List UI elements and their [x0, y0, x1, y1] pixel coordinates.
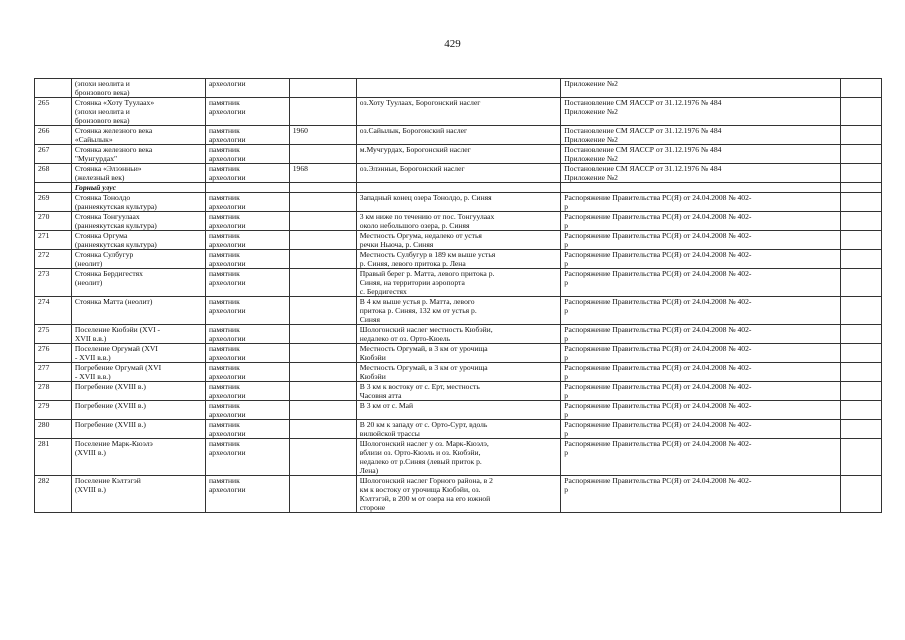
monument-name: Стоянка железного века "Мунгурдах" [71, 145, 205, 164]
table-body-after [35, 193, 882, 513]
legal-document: Распоряжение Правительства РС(Я) от 24.04.2008 № 402- р [561, 363, 840, 382]
year [289, 79, 356, 98]
monument-name: Поселение Оргумай (XVI - XVII в.в.) [71, 344, 205, 363]
monument-name: Поселение Марк-Кюэлэ (XVIII в.) [71, 439, 205, 476]
row-number: 280 [35, 420, 72, 439]
monument-type: памятник археологии [205, 297, 289, 325]
location: Шологонский наслег местность Кюбэйи, недалеко от оз. Орто-Кюель [356, 325, 560, 344]
year [289, 344, 356, 363]
monument-name: Стоянка Тонгуулаах (раннеякутская культура) [71, 212, 205, 231]
empty-cell [840, 126, 881, 145]
location: оз.Хоту Туулаах, Борогонский наслег [356, 98, 560, 126]
row-number: 276 [35, 344, 72, 363]
year [289, 193, 356, 212]
monument-name: Стоянка Сулбугур (неолит) [71, 250, 205, 269]
section-num-cell [35, 183, 72, 193]
legal-document: Распоряжение Правительства РС(Я) от 24.04.2008 № 402- р [561, 401, 840, 420]
monument-type: памятник археологии [205, 193, 289, 212]
empty-cell [840, 382, 881, 401]
monument-type: памятник археологии [205, 145, 289, 164]
legal-document: Постановление СМ ЯАССР от 31.12.1976 № 484 Приложение №2 [561, 164, 840, 183]
empty-cell [840, 401, 881, 420]
monument-type: памятник археологии [205, 420, 289, 439]
location: 3 км ниже по течению от пос. Тонгуулаах около небольшого озера, р. Синяя [356, 212, 560, 231]
monument-name: Стоянка Тонолдо (раннеякутская культура) [71, 193, 205, 212]
row-number: 268 [35, 164, 72, 183]
legal-document: Приложение №2 [561, 79, 840, 98]
monument-type: памятник археологии [205, 325, 289, 344]
legal-document: Постановление СМ ЯАССР от 31.12.1976 № 484 Приложение №2 [561, 126, 840, 145]
table-row [35, 297, 882, 325]
location: Западный конец озера Тонолдо, р. Синяя [356, 193, 560, 212]
year [289, 420, 356, 439]
monuments-table [34, 78, 882, 513]
year [289, 476, 356, 513]
location: В 3 км от с. Май [356, 401, 560, 420]
row-number: 278 [35, 382, 72, 401]
row-number: 275 [35, 325, 72, 344]
table-row [35, 401, 882, 420]
empty-cell [840, 250, 881, 269]
monument-type: памятник археологии [205, 250, 289, 269]
row-number: 281 [35, 439, 72, 476]
location: В 3 км к востоку от с. Ерт, местность Часовня атта [356, 382, 560, 401]
empty-cell [840, 98, 881, 126]
year [289, 401, 356, 420]
table-row [35, 250, 882, 269]
empty-cell [840, 145, 881, 164]
location: Местность Оргума, недалеко от устья речки Ньюча, р. Синяя [356, 231, 560, 250]
empty-cell [840, 344, 881, 363]
row-number [35, 79, 72, 98]
page-number: 429 [444, 38, 461, 50]
year [289, 325, 356, 344]
monument-type: памятник археологии [205, 344, 289, 363]
row-number: 277 [35, 363, 72, 382]
legal-document: Распоряжение Правительства РС(Я) от 24.04.2008 № 402- р [561, 344, 840, 363]
legal-document: Распоряжение Правительства РС(Я) от 24.04.2008 № 402- р [561, 382, 840, 401]
year [289, 98, 356, 126]
location: оз.Элэнньи, Борогонский наслег [356, 164, 560, 183]
monument-type: памятник археологии [205, 164, 289, 183]
monument-name: (эпохи неолита и бронзового века) [71, 79, 205, 98]
monument-type: памятник археологии [205, 98, 289, 126]
row-number: 273 [35, 269, 72, 297]
year [289, 363, 356, 382]
location: В 4 км выше устья р. Матта, левого притока р. Синяя, 132 км от устья р. Синяя [356, 297, 560, 325]
legal-document: Распоряжение Правительства РС(Я) от 24.04.2008 № 402- р [561, 325, 840, 344]
location: В 20 км к западу от с. Орто-Сурт, вдоль вилюйской трассы [356, 420, 560, 439]
legal-document: Распоряжение Правительства РС(Я) от 24.04.2008 № 402- р [561, 231, 840, 250]
table-body-before [35, 79, 882, 183]
year: 1960 [289, 126, 356, 145]
legal-document: Распоряжение Правительства РС(Я) от 24.04.2008 № 402- р [561, 193, 840, 212]
row-number: 265 [35, 98, 72, 126]
monument-type: памятник археологии [205, 269, 289, 297]
table-row [35, 269, 882, 297]
empty-cell [840, 363, 881, 382]
table-row [35, 164, 882, 183]
location: Местность Оргумай, в 3 км от урочища Кюбэйи [356, 363, 560, 382]
monument-name: Погребение Оргумай (XVI - XVII в.в.) [71, 363, 205, 382]
location: Шологонский наслег Горного района, в 2 км к востоку от урочища Кюбэйи, оз. Кэлтэгэй, в 200 м от озера на его южной стороне [356, 476, 560, 513]
location: Шологонский наслег у оз. Марк-Кюэлэ, вблизи оз. Орто-Кюэль и оз. Кюбэйи, недалеко от р.Синяя (левый приток р. Лена) [356, 439, 560, 476]
empty-cell [840, 476, 881, 513]
location: Местность Сулбугур в 189 км выше устья р. Синяя, левого притока р. Лена [356, 250, 560, 269]
legal-document: Постановление СМ ЯАССР от 31.12.1976 № 484 Приложение №2 [561, 145, 840, 164]
row-number: 279 [35, 401, 72, 420]
year [289, 382, 356, 401]
table-row [35, 126, 882, 145]
monument-name: Погребение (XVIII в.) [71, 420, 205, 439]
monument-type: памятник археологии [205, 476, 289, 513]
monument-name: Стоянка железного века «Сайылык» [71, 126, 205, 145]
monument-name: Погребение (XVIII в.) [71, 382, 205, 401]
row-number: 267 [35, 145, 72, 164]
legal-document: Распоряжение Правительства РС(Я) от 24.04.2008 № 402- р [561, 297, 840, 325]
legal-document: Распоряжение Правительства РС(Я) от 24.04.2008 № 402- р [561, 420, 840, 439]
row-number: 266 [35, 126, 72, 145]
year: 1968 [289, 164, 356, 183]
legal-document: Распоряжение Правительства РС(Я) от 24.04.2008 № 402- р [561, 439, 840, 476]
table-row [35, 79, 882, 98]
empty-cell [840, 231, 881, 250]
monument-name: Стоянка Бердигестях (неолит) [71, 269, 205, 297]
table-row [35, 145, 882, 164]
row-number: 272 [35, 250, 72, 269]
monument-type: памятник археологии [205, 126, 289, 145]
empty-cell [840, 79, 881, 98]
row-number: 274 [35, 297, 72, 325]
empty-cell [840, 420, 881, 439]
monument-type: памятник археологии [205, 231, 289, 250]
location: Правый берег р. Матта, левого притока р. Синяя, на территории аэропорта с. Бердигестях [356, 269, 560, 297]
monument-name: Стоянка «Хоту Туулаах» (эпохи неолита и бронзового века) [71, 98, 205, 126]
monument-type: археологии [205, 79, 289, 98]
monument-type: памятник археологии [205, 212, 289, 231]
table-row [35, 382, 882, 401]
location: м.Мучгурдах, Борогонский наслег [356, 145, 560, 164]
monument-name: Стоянка Оргума (раннеякутская культура) [71, 231, 205, 250]
legal-document: Распоряжение Правительства РС(Я) от 24.04.2008 № 402- р [561, 212, 840, 231]
empty-cell [840, 269, 881, 297]
empty-cell [840, 325, 881, 344]
monument-name: Стоянка «Элээнньи» (железный век) [71, 164, 205, 183]
monument-name: Поселение Кэлтэгэй (XVIII в.) [71, 476, 205, 513]
table-row [35, 363, 882, 382]
row-number: 270 [35, 212, 72, 231]
monument-type: памятник археологии [205, 439, 289, 476]
year [289, 145, 356, 164]
location: оз.Сайылык, Борогонский наслег [356, 126, 560, 145]
empty-cell [840, 193, 881, 212]
legal-document: Постановление СМ ЯАССР от 31.12.1976 № 484 Приложение №2 [561, 98, 840, 126]
year [289, 297, 356, 325]
legal-document: Распоряжение Правительства РС(Я) от 24.04.2008 № 402- р [561, 250, 840, 269]
table-row [35, 439, 882, 476]
section-row [35, 183, 882, 193]
legal-document: Распоряжение Правительства РС(Я) от 24.04.2008 № 402- р [561, 269, 840, 297]
table-row [35, 476, 882, 513]
table-row [35, 325, 882, 344]
legal-document: Распоряжение Правительства РС(Я) от 24.04.2008 № 402- р [561, 476, 840, 513]
row-number: 269 [35, 193, 72, 212]
table-row [35, 231, 882, 250]
table-row [35, 98, 882, 126]
section-title: Горный улус [71, 183, 205, 193]
table-row [35, 212, 882, 231]
table-row [35, 193, 882, 212]
monument-name: Стоянка Матта (неолит) [71, 297, 205, 325]
table-row [35, 420, 882, 439]
empty-cell [840, 297, 881, 325]
table-row [35, 344, 882, 363]
year [289, 231, 356, 250]
monument-name: Поселение Кюбэйи (XVI - XVII в.в.) [71, 325, 205, 344]
monument-type: памятник археологии [205, 401, 289, 420]
year [289, 250, 356, 269]
empty-cell [840, 164, 881, 183]
empty-cell [840, 439, 881, 476]
location [356, 79, 560, 98]
section-header [35, 183, 882, 193]
year [289, 269, 356, 297]
location: Местность Оргумай, в 3 км от урочища Кюбэйи [356, 344, 560, 363]
monument-type: памятник археологии [205, 363, 289, 382]
row-number: 282 [35, 476, 72, 513]
year [289, 212, 356, 231]
monument-type: памятник археологии [205, 382, 289, 401]
monument-name: Погребение (XVIII в.) [71, 401, 205, 420]
year [289, 439, 356, 476]
empty-cell [840, 212, 881, 231]
row-number: 271 [35, 231, 72, 250]
